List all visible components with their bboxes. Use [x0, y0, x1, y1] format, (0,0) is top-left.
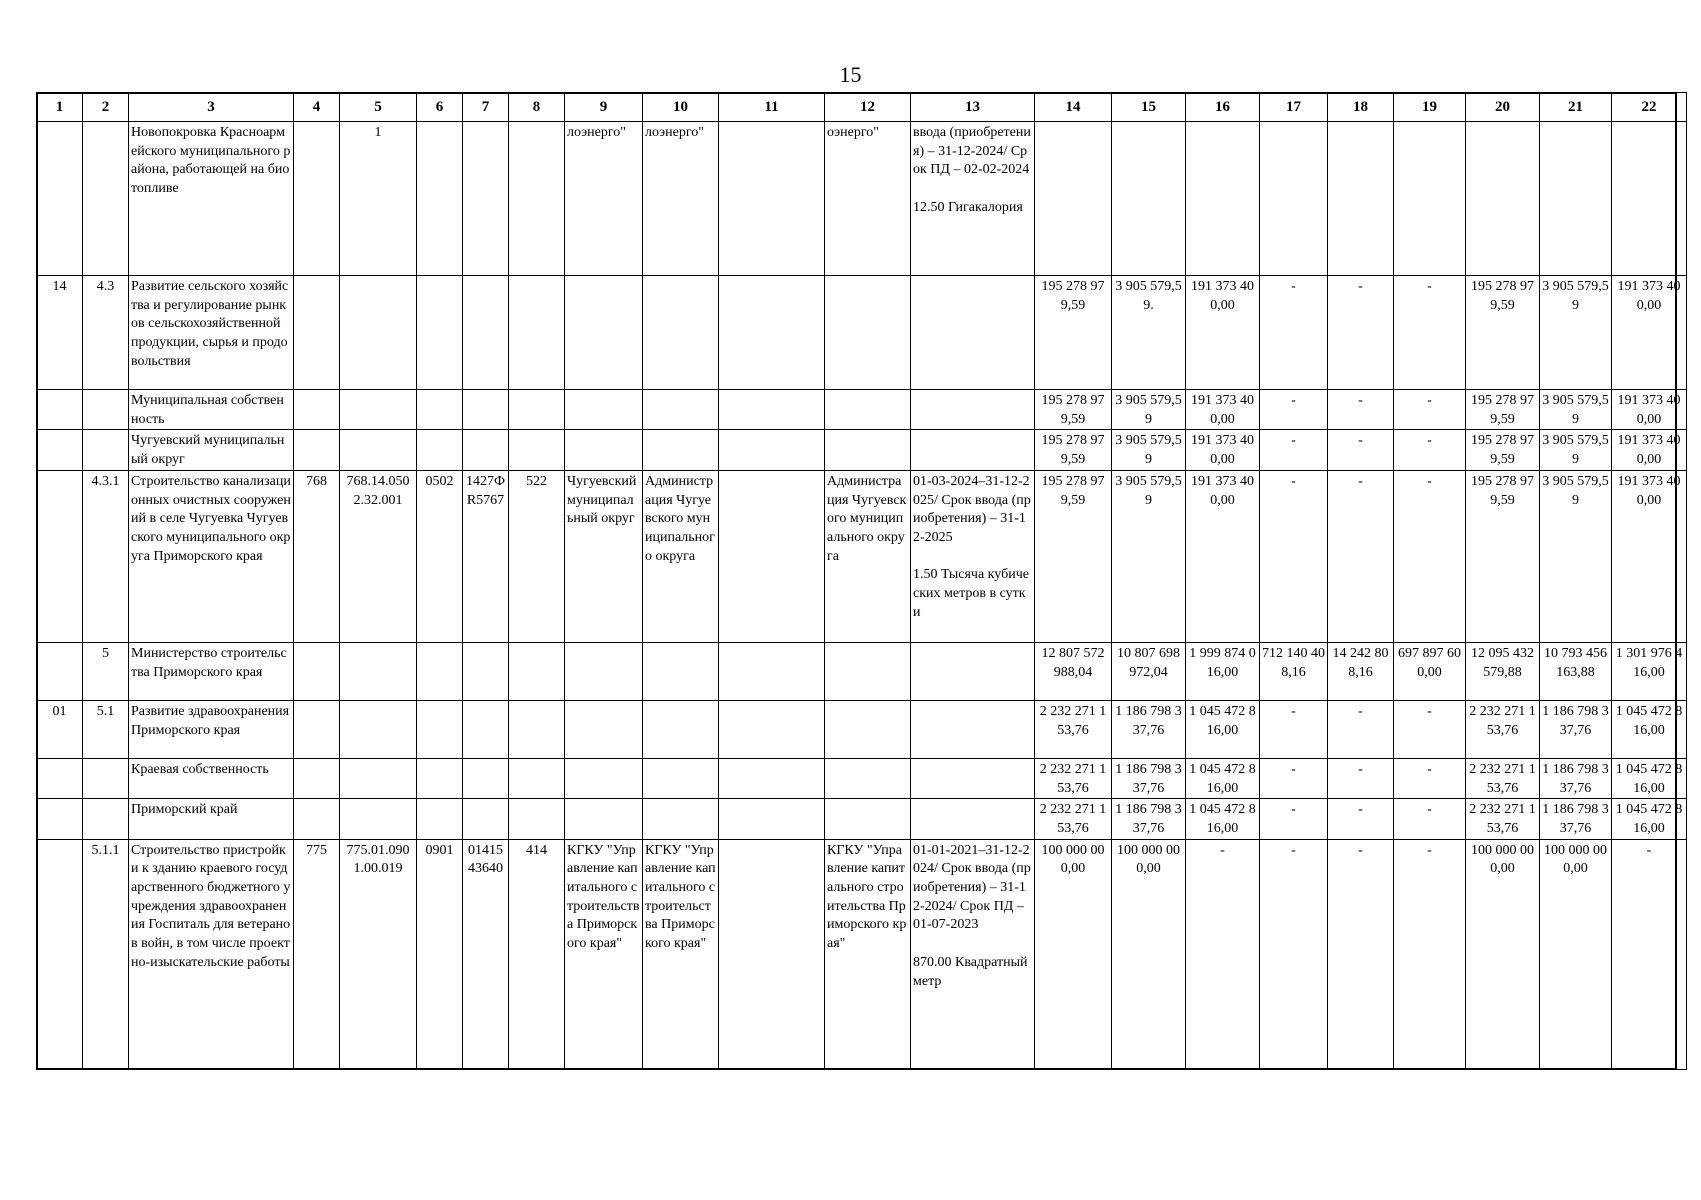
cell-col-11 — [719, 758, 825, 798]
cell-col-11 — [719, 839, 825, 1069]
cell-col-4 — [294, 122, 340, 276]
cell-col-11 — [719, 122, 825, 276]
cell-col-4: 768 — [294, 470, 340, 642]
cell-col-1 — [37, 758, 83, 798]
cell-col-18 — [1328, 122, 1394, 276]
cell-col-2 — [83, 122, 129, 276]
cell-col-16: 1 999 874 016,00 — [1186, 642, 1260, 700]
cell-col-14: 100 000 000,00 — [1035, 839, 1112, 1069]
cell-col-9 — [565, 276, 643, 390]
cell-col-18: - — [1328, 470, 1394, 642]
cell-col-6: 0502 — [417, 470, 463, 642]
cell-col-2: 5.1 — [83, 700, 129, 758]
cell-col-17 — [1260, 122, 1328, 276]
cell-col-20: 2 232 271 153,76 — [1466, 758, 1540, 798]
cell-col-15: 1 186 798 337,76 — [1112, 799, 1186, 839]
cell-col-16: 191 373 400,00 — [1186, 390, 1260, 430]
cell-col-10 — [643, 700, 719, 758]
cell-col-20: 2 232 271 153,76 — [1466, 700, 1540, 758]
cell-col-17: - — [1260, 470, 1328, 642]
cell-col-3: Приморский край — [129, 799, 294, 839]
cell-col-11 — [719, 799, 825, 839]
cell-col-22 — [1612, 122, 1687, 276]
cell-col-15 — [1112, 122, 1186, 276]
cell-col-15: 1 186 798 337,76 — [1112, 758, 1186, 798]
cell-col-19: - — [1394, 758, 1466, 798]
cell-col-12 — [825, 758, 911, 798]
cell-col-12: оэнерго" — [825, 122, 911, 276]
cell-col-12: Администрация Чугуевского муниципального округа — [825, 470, 911, 642]
cell-col-21: 1 186 798 337,76 — [1540, 758, 1612, 798]
cell-col-7 — [463, 390, 509, 430]
cell-col-5 — [340, 276, 417, 390]
cell-col-3: Развитие сельского хозяйства и регулирование рынков сельскохозяйственной продукции, сырья и продовольствия — [129, 276, 294, 390]
column-header-7: 7 — [463, 93, 509, 122]
cell-col-17: - — [1260, 758, 1328, 798]
cell-col-20: 2 232 271 153,76 — [1466, 799, 1540, 839]
cell-col-3: Министерство строительства Приморского края — [129, 642, 294, 700]
cell-col-22: 191 373 400,00 — [1612, 470, 1687, 642]
cell-col-8 — [509, 430, 565, 470]
column-header-8: 8 — [509, 93, 565, 122]
cell-col-19: - — [1394, 390, 1466, 430]
cell-col-22: 1 045 472 816,00 — [1612, 799, 1687, 839]
cell-col-19 — [1394, 122, 1466, 276]
cell-col-8 — [509, 276, 565, 390]
cell-col-18: - — [1328, 700, 1394, 758]
cell-col-1 — [37, 430, 83, 470]
cell-col-20: 195 278 979,59 — [1466, 470, 1540, 642]
cell-col-18: - — [1328, 430, 1394, 470]
column-header-15: 15 — [1112, 93, 1186, 122]
table-row — [37, 276, 1687, 390]
cell-col-13 — [911, 430, 1035, 470]
cell-col-20: 12 095 432 579,88 — [1466, 642, 1540, 700]
cell-col-7: 0141543640 — [463, 839, 509, 1069]
cell-col-11 — [719, 390, 825, 430]
cell-col-1 — [37, 839, 83, 1069]
column-header-10: 10 — [643, 93, 719, 122]
cell-col-10: КГКУ "Управление капитального строительства Приморского края" — [643, 839, 719, 1069]
cell-col-3: Строительство канализационных очистных сооружений в селе Чугуевка Чугуевского муниципального округа Приморского края — [129, 470, 294, 642]
cell-col-7 — [463, 700, 509, 758]
cell-col-22: - — [1612, 839, 1687, 1069]
cell-col-21: 100 000 000,00 — [1540, 839, 1612, 1069]
cell-col-6 — [417, 700, 463, 758]
cell-col-9 — [565, 700, 643, 758]
cell-col-15: 3 905 579,59 — [1112, 390, 1186, 430]
cell-col-18: - — [1328, 799, 1394, 839]
cell-col-14: 195 278 979,59 — [1035, 390, 1112, 430]
cell-col-5 — [340, 430, 417, 470]
cell-col-6 — [417, 122, 463, 276]
cell-col-18: 14 242 808,16 — [1328, 642, 1394, 700]
cell-col-21: 3 905 579,59 — [1540, 276, 1612, 390]
cell-col-9 — [565, 390, 643, 430]
cell-col-1 — [37, 390, 83, 430]
cell-col-19: - — [1394, 700, 1466, 758]
cell-col-2 — [83, 799, 129, 839]
table-row — [37, 700, 1687, 758]
cell-col-1 — [37, 642, 83, 700]
cell-col-5 — [340, 799, 417, 839]
cell-col-12 — [825, 390, 911, 430]
cell-col-20: 195 278 979,59 — [1466, 276, 1540, 390]
cell-col-19: - — [1394, 430, 1466, 470]
cell-col-6 — [417, 799, 463, 839]
column-header-11: 11 — [719, 93, 825, 122]
cell-col-4 — [294, 276, 340, 390]
cell-col-12 — [825, 430, 911, 470]
column-header-1: 1 — [37, 93, 83, 122]
cell-col-17: 712 140 408,16 — [1260, 642, 1328, 700]
cell-col-19: 697 897 600,00 — [1394, 642, 1466, 700]
cell-col-16 — [1186, 122, 1260, 276]
cell-col-17: - — [1260, 700, 1328, 758]
cell-col-1: 14 — [37, 276, 83, 390]
cell-col-11 — [719, 700, 825, 758]
cell-col-14: 12 807 572 988,04 — [1035, 642, 1112, 700]
cell-col-9 — [565, 799, 643, 839]
cell-col-16: 1 045 472 816,00 — [1186, 799, 1260, 839]
cell-col-1 — [37, 799, 83, 839]
cell-col-4 — [294, 390, 340, 430]
cell-col-9: лоэнерго" — [565, 122, 643, 276]
table-row — [37, 642, 1687, 700]
cell-col-7 — [463, 642, 509, 700]
cell-col-20: 100 000 000,00 — [1466, 839, 1540, 1069]
cell-col-4 — [294, 758, 340, 798]
column-header-12: 12 — [825, 93, 911, 122]
cell-col-15: 3 905 579,59. — [1112, 276, 1186, 390]
column-header-3: 3 — [129, 93, 294, 122]
cell-col-8 — [509, 799, 565, 839]
cell-col-7 — [463, 122, 509, 276]
column-header-16: 16 — [1186, 93, 1260, 122]
cell-col-13 — [911, 276, 1035, 390]
cell-col-2 — [83, 430, 129, 470]
column-header-22: 22 — [1612, 93, 1687, 122]
cell-col-10 — [643, 276, 719, 390]
cell-col-12: КГКУ "Управление капитального строительства Приморского края" — [825, 839, 911, 1069]
cell-col-14 — [1035, 122, 1112, 276]
cell-col-13: 01-01-2021–31-12-2024/ Срок ввода (приобретения) – 31-12-2024/ Срок ПД – 01-07-2023 870.00 Квадратный метр — [911, 839, 1035, 1069]
cell-col-7 — [463, 430, 509, 470]
cell-col-13: ввода (приобретения) – 31-12-2024/ Срок ПД – 02-02-2024 12.50 Гигакалория — [911, 122, 1035, 276]
column-header-2: 2 — [83, 93, 129, 122]
table-row — [37, 430, 1687, 470]
cell-col-15: 3 905 579,59 — [1112, 470, 1186, 642]
cell-col-22: 1 045 472 816,00 — [1612, 758, 1687, 798]
cell-col-1 — [37, 470, 83, 642]
cell-col-2: 5 — [83, 642, 129, 700]
cell-col-13 — [911, 700, 1035, 758]
cell-col-5: 768.14.0502.32.001 — [340, 470, 417, 642]
cell-col-2: 5.1.1 — [83, 839, 129, 1069]
column-header-14: 14 — [1035, 93, 1112, 122]
cell-col-5 — [340, 700, 417, 758]
cell-col-22: 191 373 400,00 — [1612, 276, 1687, 390]
cell-col-21: 10 793 456 163,88 — [1540, 642, 1612, 700]
cell-col-4 — [294, 642, 340, 700]
cell-col-15: 10 807 698 972,04 — [1112, 642, 1186, 700]
cell-col-14: 195 278 979,59 — [1035, 430, 1112, 470]
cell-col-12 — [825, 276, 911, 390]
cell-col-18: - — [1328, 839, 1394, 1069]
cell-col-11 — [719, 430, 825, 470]
cell-col-21: 3 905 579,59 — [1540, 390, 1612, 430]
budget-table — [36, 92, 1687, 1070]
cell-col-2: 4.3.1 — [83, 470, 129, 642]
cell-col-10: Администрация Чугуевского муниципального округа — [643, 470, 719, 642]
cell-col-15: 3 905 579,59 — [1112, 430, 1186, 470]
table-row — [37, 390, 1687, 430]
cell-col-8 — [509, 642, 565, 700]
cell-col-11 — [719, 642, 825, 700]
cell-col-11 — [719, 276, 825, 390]
cell-col-2 — [83, 758, 129, 798]
cell-col-19: - — [1394, 839, 1466, 1069]
cell-col-8: 414 — [509, 839, 565, 1069]
cell-col-21: 3 905 579,59 — [1540, 430, 1612, 470]
cell-col-3: Развитие здравоохранения Приморского края — [129, 700, 294, 758]
cell-col-13 — [911, 799, 1035, 839]
cell-col-6 — [417, 390, 463, 430]
cell-col-3: Чугуевский муниципальный округ — [129, 430, 294, 470]
cell-col-4: 775 — [294, 839, 340, 1069]
cell-col-3: Краевая собственность — [129, 758, 294, 798]
cell-col-13 — [911, 758, 1035, 798]
cell-col-5: 1 — [340, 122, 417, 276]
column-header-19: 19 — [1394, 93, 1466, 122]
cell-col-9 — [565, 430, 643, 470]
cell-col-2 — [83, 390, 129, 430]
cell-col-19: - — [1394, 799, 1466, 839]
cell-col-16: 1 045 472 816,00 — [1186, 700, 1260, 758]
cell-col-22: 1 045 472 816,00 — [1612, 700, 1687, 758]
cell-col-20 — [1466, 122, 1540, 276]
cell-col-18: - — [1328, 276, 1394, 390]
column-header-9: 9 — [565, 93, 643, 122]
cell-col-17: - — [1260, 799, 1328, 839]
cell-col-20: 195 278 979,59 — [1466, 430, 1540, 470]
cell-col-17: - — [1260, 839, 1328, 1069]
cell-col-6 — [417, 430, 463, 470]
cell-col-15: 1 186 798 337,76 — [1112, 700, 1186, 758]
cell-col-5 — [340, 642, 417, 700]
cell-col-22: 191 373 400,00 — [1612, 390, 1687, 430]
column-header-4: 4 — [294, 93, 340, 122]
cell-col-14: 2 232 271 153,76 — [1035, 758, 1112, 798]
cell-col-8 — [509, 390, 565, 430]
table-header-row — [37, 93, 1687, 122]
table-row — [37, 758, 1687, 798]
cell-col-5: 775.01.0901.00.019 — [340, 839, 417, 1069]
cell-col-9 — [565, 758, 643, 798]
cell-col-3: Строительство пристройки к зданию краевого государственного бюджетного учреждения здравоохранения Госпиталь для ветеранов войн, в том числе проектно-изыскательские работы — [129, 839, 294, 1069]
cell-col-9: Чугуевский муниципальный округ — [565, 470, 643, 642]
cell-col-10 — [643, 642, 719, 700]
cell-col-12 — [825, 799, 911, 839]
cell-col-3: Муниципальная собственность — [129, 390, 294, 430]
cell-col-19: - — [1394, 470, 1466, 642]
cell-col-13 — [911, 390, 1035, 430]
cell-col-7 — [463, 276, 509, 390]
column-header-21: 21 — [1540, 93, 1612, 122]
cell-col-6 — [417, 642, 463, 700]
cell-col-11 — [719, 470, 825, 642]
cell-col-14: 2 232 271 153,76 — [1035, 799, 1112, 839]
cell-col-17: - — [1260, 276, 1328, 390]
cell-col-16: 191 373 400,00 — [1186, 470, 1260, 642]
column-header-13: 13 — [911, 93, 1035, 122]
cell-col-1 — [37, 122, 83, 276]
cell-col-4 — [294, 799, 340, 839]
cell-col-6: 0901 — [417, 839, 463, 1069]
cell-col-16: - — [1186, 839, 1260, 1069]
cell-col-7 — [463, 758, 509, 798]
cell-col-21: 3 905 579,59 — [1540, 470, 1612, 642]
cell-col-15: 100 000 000,00 — [1112, 839, 1186, 1069]
cell-col-14: 195 278 979,59 — [1035, 470, 1112, 642]
cell-col-12 — [825, 642, 911, 700]
cell-col-16: 1 045 472 816,00 — [1186, 758, 1260, 798]
cell-col-7: 1427ФR5767 — [463, 470, 509, 642]
cell-col-6 — [417, 276, 463, 390]
cell-col-14: 195 278 979,59 — [1035, 276, 1112, 390]
cell-col-18: - — [1328, 758, 1394, 798]
cell-col-8 — [509, 758, 565, 798]
cell-col-20: 195 278 979,59 — [1466, 390, 1540, 430]
cell-col-9 — [565, 642, 643, 700]
cell-col-2: 4.3 — [83, 276, 129, 390]
cell-col-10 — [643, 758, 719, 798]
cell-col-14: 2 232 271 153,76 — [1035, 700, 1112, 758]
cell-col-3: Новопокровка Красноармейского муниципального района, работающей на биотопливе — [129, 122, 294, 276]
table-row — [37, 470, 1687, 642]
cell-col-4 — [294, 700, 340, 758]
cell-col-8 — [509, 122, 565, 276]
cell-col-13: 01-03-2024–31-12-2025/ Срок ввода (приобретения) – 31-12-2025 1.50 Тысяча кубических метров в сутки — [911, 470, 1035, 642]
page-number: 15 — [839, 62, 862, 87]
column-header-6: 6 — [417, 93, 463, 122]
cell-col-10 — [643, 390, 719, 430]
cell-col-4 — [294, 430, 340, 470]
cell-col-16: 191 373 400,00 — [1186, 430, 1260, 470]
cell-col-22: 191 373 400,00 — [1612, 430, 1687, 470]
cell-col-10 — [643, 430, 719, 470]
cell-col-19: - — [1394, 276, 1466, 390]
cell-col-6 — [417, 758, 463, 798]
cell-col-21: 1 186 798 337,76 — [1540, 700, 1612, 758]
cell-col-21 — [1540, 122, 1612, 276]
cell-col-17: - — [1260, 390, 1328, 430]
table-row — [37, 122, 1687, 276]
cell-col-10: лоэнерго" — [643, 122, 719, 276]
cell-col-1: 01 — [37, 700, 83, 758]
cell-col-10 — [643, 799, 719, 839]
cell-col-5 — [340, 758, 417, 798]
cell-col-13 — [911, 642, 1035, 700]
column-header-17: 17 — [1260, 93, 1328, 122]
table-row — [37, 839, 1687, 1069]
cell-col-21: 1 186 798 337,76 — [1540, 799, 1612, 839]
cell-col-8 — [509, 700, 565, 758]
column-header-18: 18 — [1328, 93, 1394, 122]
cell-col-17: - — [1260, 430, 1328, 470]
cell-col-18: - — [1328, 390, 1394, 430]
cell-col-8: 522 — [509, 470, 565, 642]
cell-col-22: 1 301 976 416,00 — [1612, 642, 1687, 700]
cell-col-7 — [463, 799, 509, 839]
table-row — [37, 799, 1687, 839]
column-header-5: 5 — [340, 93, 417, 122]
cell-col-9: КГКУ "Управление капитального строительства Приморского края" — [565, 839, 643, 1069]
column-header-20: 20 — [1466, 93, 1540, 122]
cell-col-16: 191 373 400,00 — [1186, 276, 1260, 390]
cell-col-12 — [825, 700, 911, 758]
cell-col-5 — [340, 390, 417, 430]
